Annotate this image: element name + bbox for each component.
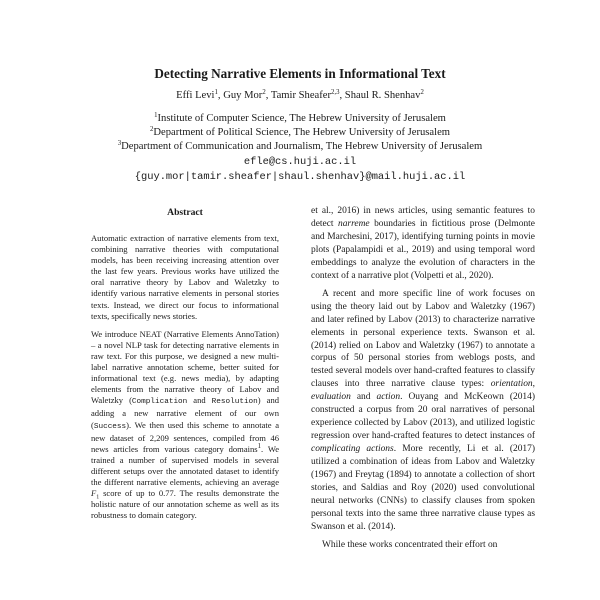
label-success: Success xyxy=(93,422,127,431)
body-paragraph: et al., 2016) in news articles, using semantic features to detect narreme boundaries in fictitious prose (Delmonte and Marchesini, 2017), identifying turning points in movie plots (Papalampidi et al., 2019) and using temporal word embeddings to analyze the evolution of characters in the context of a narrative plot (Volpetti et al., 2020). xyxy=(311,206,535,281)
abstract-paragraph: Automatic extraction of narrative elements from text, combining narrative theories with computational models, has been receiving increasing attention over the last few years. Previous works have utilized the oral narrative theory by Labov and Waletzky to identify various narrative elements in personal stories texts. Instead, we direct our focus to informational texts, specifically news stories. xyxy=(91,233,279,321)
affiliation: $^1$Institute of Computer Science, The Hebrew University of Jerusalem xyxy=(154,112,446,124)
footnote-marker: 1 xyxy=(257,442,261,450)
author: Tamir Sheafer$^{2,3}$, xyxy=(270,89,345,101)
label-complication: Complication xyxy=(131,398,188,407)
body-paragraph: A recent and more specific line of work focuses on using the theory laid out by Labov and Waletzky (1967) and later refined by Labov (2013) to characterize narrative elements in personal experience texts. Swanson et al. (2014) relied on Labov and Waletzky (1967) to annotate a corpus of 50 personal stories from weblogs posts, and tested several models over hand-crafted features to classify clauses into three narrative clause types: orientation, evaluation and action. Ouyang and McKeown (2014) constructed a corpus from 20 oral narratives of personal experience collected by Labov (2013), and utilized logistic regression over hand-crafted features to detect instances of complicating actions. More recently, Li et al. (2017) utilized a combination of ideas from Labov and Waletzky (1967) and Freytag (1894) to annotate a collection of short stories, and Saldias and Roy (2020) used convolutional neural networks (CNNs) to classify clauses from spoken personal texts into the same three narrative clause types as Swanson et al. (2014). xyxy=(311,288,535,532)
author: Shaul R. Shenhav$^2$ xyxy=(344,89,424,101)
label-resolution: Resolution xyxy=(211,398,258,407)
email-address: efle@cs.huji.ac.il xyxy=(243,155,357,168)
right-column xyxy=(311,205,535,552)
abstract-heading: Abstract xyxy=(167,207,203,218)
author: Effi Levi$^1$, xyxy=(176,89,224,101)
email-address: {guy.mor|tamir.sheafer|shaul.shenhav}@mail.huji.ac.il xyxy=(134,170,466,183)
body-paragraph: While these works concentrated their effort on xyxy=(322,539,498,550)
author-list xyxy=(0,89,600,102)
affiliation: $^2$Department of Political Science, The Hebrew University of Jerusalem xyxy=(149,126,451,139)
left-column xyxy=(91,206,279,521)
affiliation: $^3$Department of Communication and Journalism, The Hebrew University of Jerusalem xyxy=(117,140,483,153)
affiliation-block xyxy=(0,112,600,185)
paper-title: Detecting Narrative Elements in Informational Text xyxy=(154,66,446,81)
author: Guy Mor$^2$, xyxy=(223,89,271,101)
abstract-paragraph: We introduce NEAT (Narrative Elements AnnoTation) – a novel NLP task for detecting narrative elements in raw text. For this purpose, we designed a new multi-label narrative annotation scheme, better suited for informational text (e.g. news media), by adapting elements from the narrative theory of Labov and Waletzky (Complication and Resolution) and adding a new narrative element of our own (Success). We then used this scheme to annotate a new dataset of 2,209 sentences, compiled from 46 news articles from various category domains$^1$. We trained a number of supervised models in several different setups over the annotated dataset to identify the different narrative elements, achieving an average $F_1$ score of up to 0.77. The results demonstrate the holistic nature of our annotation scheme as well as its robustness to domain category. xyxy=(91,328,279,521)
